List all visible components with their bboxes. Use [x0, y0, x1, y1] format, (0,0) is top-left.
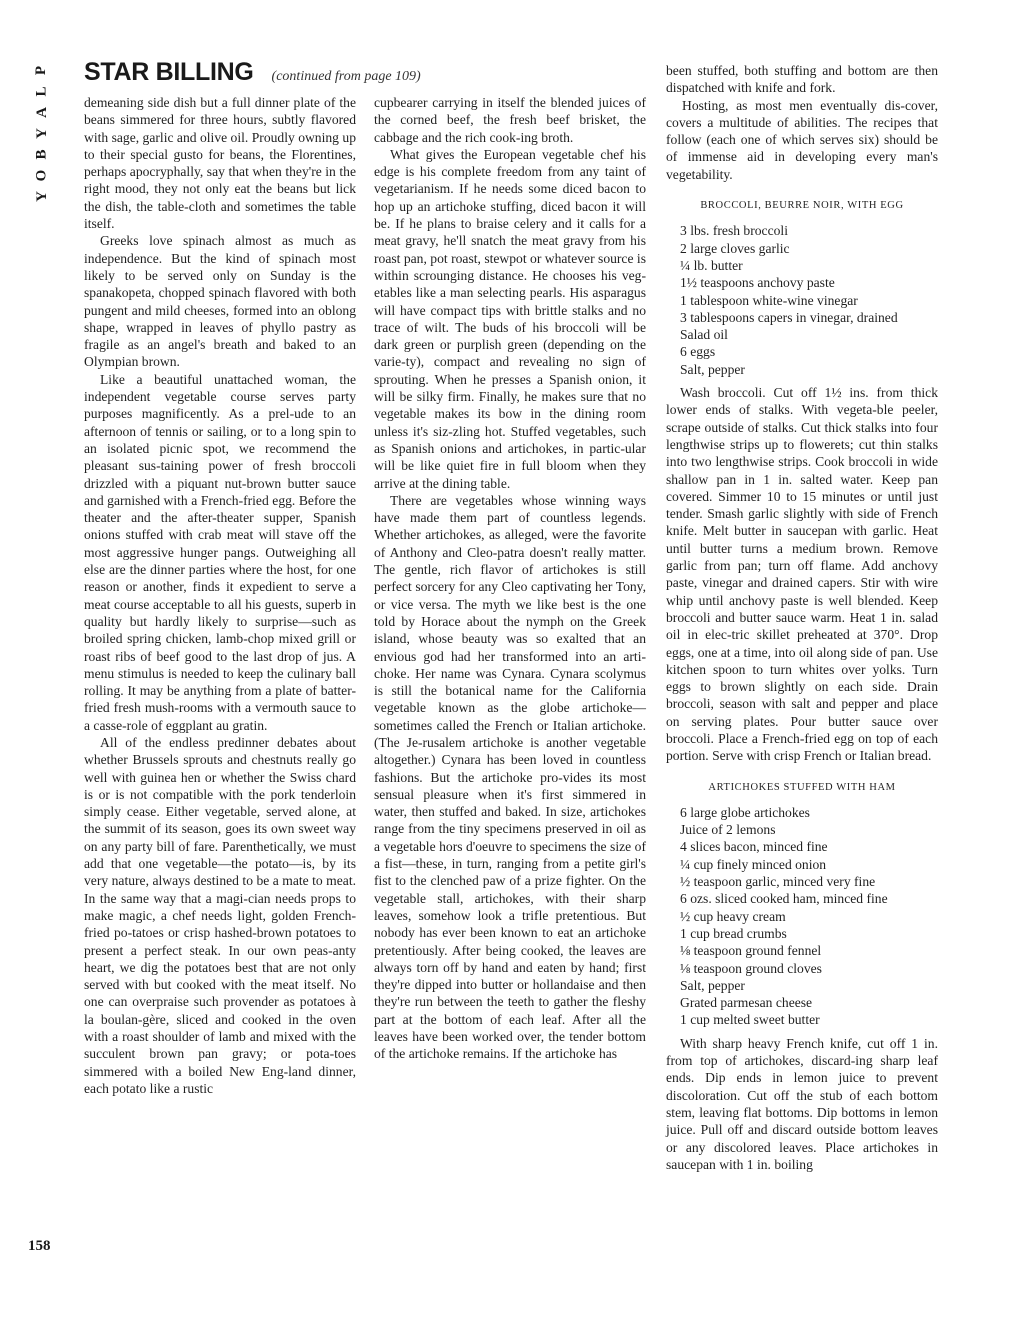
ingredient-item: 1½ teaspoons anchovy paste	[680, 275, 835, 291]
paragraph: Like a beautiful unattached woman, the independent vegetable course serves party purposes magnificently. As a prel-ude to an afternoon of tennis or sailing, or to a long spin to an isolated picnic spot, we recommend the pleasant sus-taining power of fresh broccoli drizzled with a piquant nut-brown butter sauce and garnished with a French-fried egg. Before the theater and the after-theater supper, Spanish onions stuffed with crab meat will stave off the most aggressive hunger pangs. Outweighing all else are the dinner parties where the host, for one reason or another, finds it expedient to serve a meat course acceptable to all his guests, superb in quality but hardly likely to surprise—such as broiled spring chicken, lamb-chop mixed grill or roast ribs of beef good to the last drop of jus. A menu stimulus is needed to keep the culinary ball rolling. It may be anything from a plate of batter-fried fresh mush-rooms with a vermouth sauce to a casse-role of eggplant au gratin.	[84, 371, 356, 733]
ingredient-item: Juice of 2 lemons	[680, 822, 776, 838]
paragraph: cupbearer carrying in itself the blended juices of the corned beef, the fresh beef brisket, the cabbage and the rich cook-ing broth.	[374, 95, 646, 145]
ingredient-item: Salad oil	[680, 327, 728, 343]
paragraph: Greeks love spinach almost as much as independence. But the kind of spinach most likely to be served only on Sunday is the spanakopeta, chopped spinach flavored with both pungent and mild cheeses, formed into an oblong shape, wrapped in leaves of phyllo pastry as fragile as an angel's breath and baked to an Olympian brown.	[84, 233, 356, 370]
ingredient-item: 4 slices bacon, minced fine	[680, 839, 828, 855]
text-column-2	[374, 94, 646, 1063]
continued-note: (continued from page 109)	[271, 69, 421, 84]
ingredient-item: ⅛ teaspoon ground fennel	[680, 943, 822, 959]
ingredient-item: ⅛ teaspoon ground cloves	[680, 960, 822, 976]
ingredient-item: Salt, pepper	[680, 977, 745, 993]
paragraph: demeaning side dish but a full dinner plate of the beans simmered for three hours, subtly flavored with sage, garlic and olive oil. Proudly owning up to their special gusto for beans, the Florentines, perhaps apocryphally, say that when they're in the right mood, they not only eat the beans but lick the dish, the table-cloth and sometimes the table itself.	[84, 95, 356, 232]
page-number: 158	[28, 1238, 51, 1254]
ingredient-item: ½ cup heavy cream	[680, 908, 786, 924]
text-column-1	[84, 94, 356, 1097]
ingredient-item: 1 tablespoon white-wine vinegar	[680, 292, 858, 308]
ingredient-list	[666, 804, 938, 1029]
ingredient-item: ¼ lb. butter	[680, 257, 743, 273]
masthead-letter: A	[33, 107, 50, 118]
masthead-letter: L	[33, 86, 50, 97]
ingredient-item: ½ teaspoon garlic, minced very fine	[680, 874, 876, 890]
paragraph: Hosting, as most men eventually dis-cover, covers a multitude of abilities. The recipes that follow (each one of which serves six) should be of immense aid in developing every man's vegetability.	[666, 97, 938, 182]
ingredient-item: Salt, pepper	[680, 361, 745, 377]
paragraph: been stuffed, both stuffing and bottom are then dispatched with knife and fork.	[666, 63, 938, 96]
recipe-instructions: With sharp heavy French knife, cut off 1 in. from top of artichokes, discard-ing sharp leaf ends. Dip ends in lemon juice to prevent discoloration. Cut off the stub of each bottom stem, leaving flat bottoms. Dip bottoms in lemon juice. Pull off and discard outside bottom leaves or any discolored leaves. Place artichokes in saucepan with 1 in. boiling	[666, 1035, 938, 1172]
ingredient-item: 3 lbs. fresh broccoli	[680, 223, 788, 239]
ingredient-item: 2 large cloves garlic	[680, 240, 790, 256]
masthead-letter: Y	[33, 191, 50, 202]
ingredient-item: 6 ozs. sliced cooked ham, minced fine	[680, 891, 888, 907]
ingredient-item: 3 tablespoons capers in vinegar, drained	[680, 309, 898, 325]
masthead-letter: Y	[33, 128, 50, 139]
text-column-3	[666, 62, 938, 1173]
masthead-letter: O	[33, 169, 50, 182]
magazine-masthead	[30, 60, 54, 207]
recipe-instructions: Wash broccoli. Cut off 1½ ins. from thick lower ends of stalks. With vegeta-ble peeler, scrape outside of stalks. Cut thick stalks into four lengthwise strips up to flowerets; cut thin stalks into two lengthwise strips. Cook broccoli in wide shallow pan in 1 in. salted water. Keep pan covered. Simmer 10 to 15 minutes or until just tender. Smash garlic slightly with side of French knife. Melt butter in saucepan with garlic. Heat until butter turns a medium brown. Remove garlic from pan; turn off flame. Add anchovy paste, vinegar and drained capers. Stir with wire whip until anchovy paste is well blended. Keep broccoli and butter sauce warm. Heat 1 in. salad oil in elec-tric skillet preheated at 370°. Drop eggs, one at a time, into oil along side of pan. Use kitchen spoon to turn whites over yolks. Turn eggs to brown slightly on each side. Drain broccoli, season with salt and pepper and place on serving plates. Pour butter sauce over broccoli. Place a French-fried egg on top of each portion. Serve with crisp French or Italian bread.	[666, 385, 938, 764]
article-title: STAR BILLING	[84, 58, 254, 86]
recipe-title: ARTICHOKES STUFFED WITH HAM	[708, 781, 896, 793]
ingredient-item: 6 eggs	[680, 344, 716, 360]
ingredient-item: ¼ cup finely minced onion	[680, 856, 827, 872]
ingredient-list	[666, 222, 938, 378]
paragraph: All of the endless predinner debates about whether Brussels sprouts and chestnuts really go well with guinea hen or whether the Swiss chard is or is not compatible with the pork tenderloin simply cease. Either vegetable, served alone, at the summit of its season, goes its own sweet way on any party bill of fare. Parenthetically, we must add that one vegetable—the potato—is, by its very nature, always destined to be a mate to meat. In the same way that a magi-cian needs props to make magic, a chef needs light, golden French-fried po-tatoes or crisp hashed-brown potatoes to present a perfect steak. In our own peas-anty heart, we dig the potatoes best that are not only served with but cooked with the meat itself. No one can overpraise such provender as potatoes à la boulan-gère, sliced and cooked in the oven with a roast shoulder of lamb and mixed with the succulent brown pan gravy; or pota-toes simmered with a boiled New Eng-land dinner, each potato like a rustic	[84, 734, 356, 1096]
recipe-title: BROCCOLI, BEURRE NOIR, WITH EGG	[700, 200, 904, 212]
ingredient-item: Grated parmesan cheese	[680, 995, 813, 1011]
ingredient-item: 1 cup melted sweet butter	[680, 1012, 820, 1028]
ingredient-item: 6 large globe artichokes	[680, 804, 810, 820]
paragraph: What gives the European vegetable chef his edge is his complete freedom from any taint of vegetarianism. If he needs some diced bacon to hop up an artichoke stuffing, diced bacon it will be. If he plans to braise celery and it calls for a meat gravy, he'll snatch the meat gravy from his roast pan, pot roast, stewpot or whatever source is within scrounging distance. He chooses his veg-etables like a man selecting pearls. His asparagus will have compact tips with brittle stalks and no trace of wilt. The buds of his broccoli will be dark green or purplish green (depending on the varie-ty), compact and revealing no sign of sprouting. When he presses a Spanish onion, it will be silky firm. Finally, he makes sure that no vegetable makes its bow in the dining room unless it's siz-zling hot. Stuffed vegetables, such as Spanish onions and artichokes, in partic-ular will be like quiet fire in full bloom when they arrive at the dining table.	[374, 146, 646, 491]
masthead-letter: P	[33, 65, 50, 76]
paragraph: There are vegetables whose winning ways have made them part of countless legends. Whether artichokes, as alleged, were the favorite of Anthony and Cleo-patra doesn't really matter. The gentle, rich flavor of artichokes is still perfect sorcery for any Cleo captivating her Tony, or vice versa. The myth we like best is the one told by Horace about the nymph on the Greek island, whose beauty was so exalted that an envious god had her transformed into an arti-choke. Her name was Cynara. Cynara scolymus is still the botanical name for the California vegetable known as the globe artichoke—sometimes called the French or Italian artichoke. (The Je-rusalem artichoke is another vegetable altogether.) Cynara has been loved in countless fashions. But the artichoke pro-vides its most sensual pleasure when it's first simmered in water, then stuffed and baked. In size, artichokes range from the tiny specimens preserved in oil as a vegetable hors d'oeuvre to specimens the size of a fist—these, in turn, ranging from a petite girl's fist to the clenched paw of a prize fighter. On the vegetable stall, artichokes, with their sharp leaves, somehow look a trifle pretentious. But nobody has ever been known to eat an artichoke pretentiously. After being cooked, the leaves are always torn off by hand and eaten by hand; first they're dipped into butter or hollandaise and then they're run between the teeth to gather the fleshy part at the bottom of each leaf. After all the leaves have been worked over, the tender bottom of the artichoke remains. If the artichoke has	[374, 492, 646, 1062]
masthead-letter: B	[33, 149, 50, 160]
article-headline	[84, 58, 421, 87]
ingredient-item: 1 cup bread crumbs	[680, 925, 787, 941]
